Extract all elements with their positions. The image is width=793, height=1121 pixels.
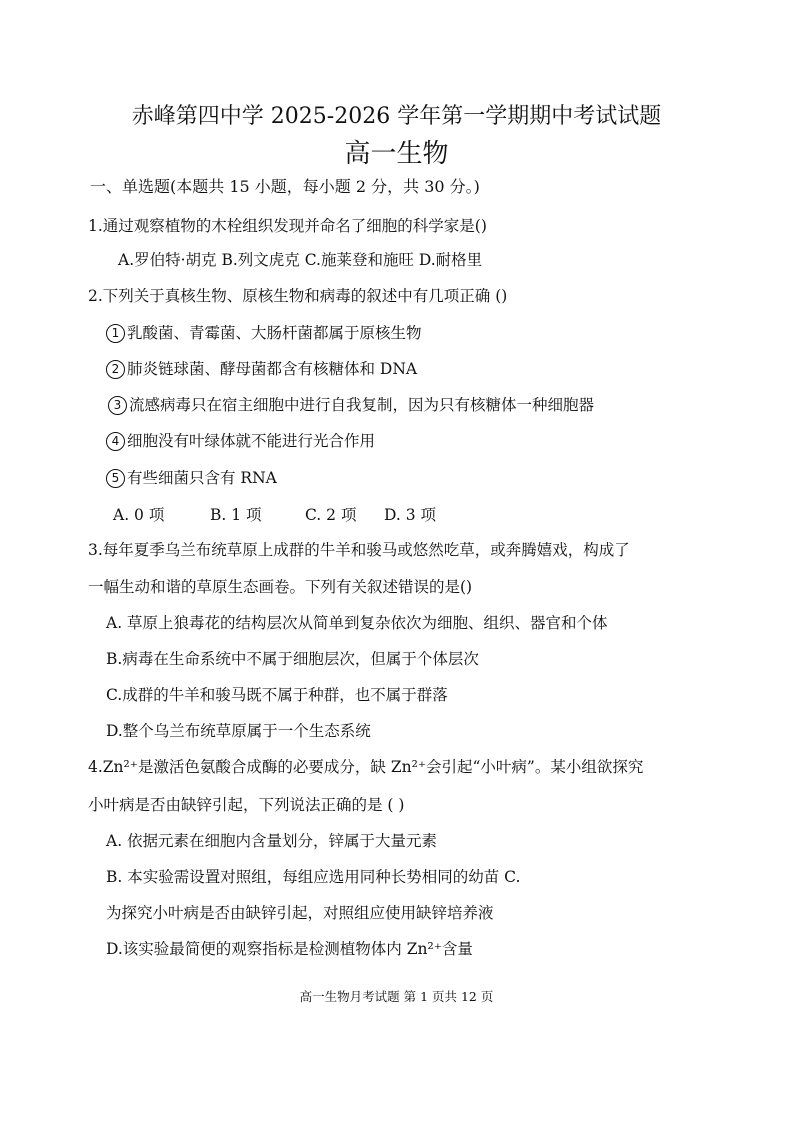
- item-text: 肺炎链球菌、酵母菌都含有核糖体和 DNA: [127, 360, 418, 378]
- page-footer: 高一生物月考试题 第 1 页共 12 页: [299, 989, 494, 1004]
- circled-number: 2: [106, 360, 125, 379]
- question-4-option-d: D.该实验最简便的观察指标是检测植物体内 Zn²⁺含量: [106, 940, 473, 958]
- question-2-option-c: C. 2 项: [305, 506, 357, 524]
- question-4-option-c: 为探究小叶病是否由缺锌引起，对照组应使用缺锌培养液: [106, 904, 494, 922]
- subject-title: 高一生物: [344, 139, 449, 169]
- question-2-option-b: B. 1 项: [210, 506, 262, 524]
- item-text: 流感病毒只在宿主细胞中进行自我复制，因为只有核糖体一种细胞器: [129, 396, 595, 414]
- question-2-item-5: [106, 468, 277, 488]
- circled-number: 4: [106, 432, 125, 451]
- question-2-stem: 2.下列关于真核生物、原核生物和病毒的叙述中有几项正确 (): [88, 287, 508, 305]
- question-2-item-4: [106, 431, 375, 451]
- exam-title: 赤峰第四中学 2025-2026 学年第一学期期中考试试题: [131, 104, 662, 129]
- question-1-options: A.罗伯特·胡克 B.列文虎克 C.施莱登和施旺 D.耐格里: [118, 251, 483, 269]
- question-4-option-a: A. 依据元素在细胞内含量划分，锌属于大量元素: [106, 832, 438, 850]
- question-2-option-a: A. 0 项: [113, 506, 165, 524]
- circled-number: 3: [108, 396, 127, 415]
- question-4-option-b: B. 本实验需设置对照组，每组应选用同种长势相同的幼苗 C.: [106, 868, 521, 886]
- question-3-stem-line-2: 一幅生动和谐的草原生态画卷。下列有关叙述错误的是(): [88, 578, 473, 596]
- question-3-option-b: B.病毒在生命系统中不属于细胞层次，但属于个体层次: [106, 650, 479, 668]
- item-text: 有些细菌只含有 RNA: [127, 469, 277, 487]
- question-3-stem-line-1: 3.每年夏季乌兰布统草原上成群的牛羊和骏马或悠然吃草，或奔腾嬉戏，构成了: [88, 541, 630, 559]
- question-2-item-3: [108, 395, 594, 415]
- question-4-stem-line-2: 小叶病是否由缺锌引起，下列说法正确的是 ( ): [88, 796, 405, 814]
- question-2-item-1: [106, 323, 422, 343]
- circled-number: 5: [106, 469, 125, 488]
- question-3-option-d: D.整个乌兰布统草原属于一个生态系统: [106, 722, 371, 740]
- section-heading: 一、单选题(本题共 15 小题，每小题 2 分，共 30 分。): [90, 177, 480, 196]
- circled-number: 1: [106, 324, 125, 343]
- item-text: 乳酸菌、青霉菌、大肠杆菌都属于原核生物: [127, 324, 422, 342]
- question-3-option-c: C.成群的牛羊和骏马既不属于种群，也不属于群落: [106, 686, 448, 704]
- question-2-item-2: [106, 359, 417, 379]
- question-2-option-d: D. 3 项: [384, 506, 437, 524]
- question-1-stem: 1.通过观察植物的木栓组织发现并命名了细胞的科学家是(): [88, 217, 487, 235]
- question-4-stem-line-1: 4.Zn²⁺是激活色氨酸合成酶的必要成分，缺 Zn²⁺会引起“小叶病”。某小组欲探究: [88, 758, 644, 776]
- question-3-option-a: A. 草原上狼毒花的结构层次从简单到复杂依次为细胞、组织、器官和个体: [106, 614, 608, 632]
- item-text: 细胞没有叶绿体就不能进行光合作用: [127, 432, 376, 450]
